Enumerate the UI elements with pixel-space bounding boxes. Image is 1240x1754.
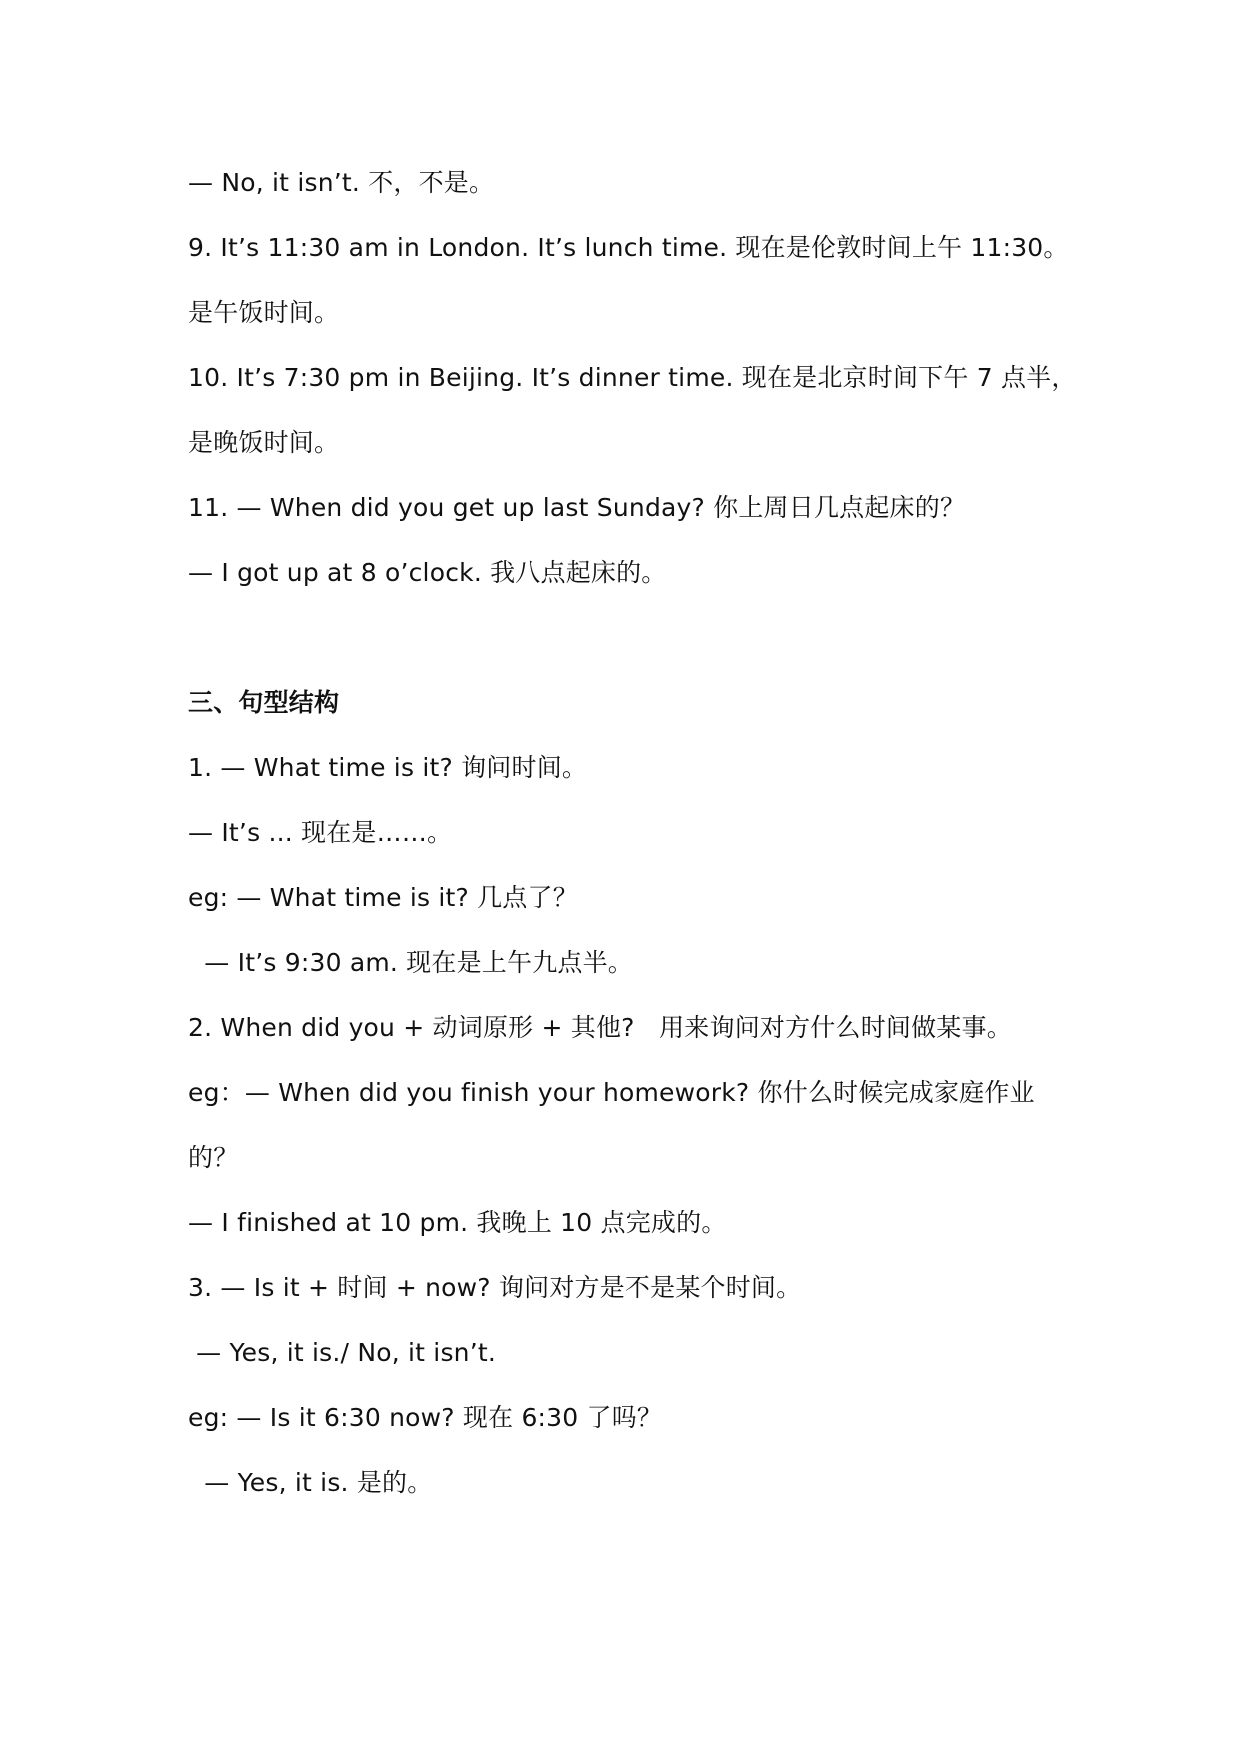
text-line: 1. — What time is it? 询问时间。 [188, 753, 588, 782]
text-line: 11. — When did you get up last Sunday? 你上周日几点起床的？ [188, 493, 966, 522]
text-line: 的？ [188, 1143, 239, 1172]
text-line: — I finished at 10 pm. 我晚上 10 点完成的。 [188, 1208, 727, 1237]
text-line: — No, it isn’t. 不，不是。 [188, 168, 495, 197]
text-line: — It’s 9:30 am. 现在是上午九点半。 [188, 948, 633, 977]
text-line: 10. It’s 7:30 pm in Beijing. It’s dinner time. 现在是北京时间下午 7 点半， [188, 363, 1077, 392]
text-line: eg: — Is it 6:30 now? 现在 6:30 了吗？ [188, 1403, 663, 1432]
text-line: eg: — What time is it? 几点了？ [188, 883, 578, 912]
text-line: 是午饭时间。 [188, 298, 340, 327]
text-line: 2. When did you + 动词原形 + 其他? 用来询问对方什么时间做某事。 [188, 1013, 1012, 1042]
text-line: — Yes, it is./ No, it isn’t. [188, 1338, 497, 1367]
text-line: 是晚饭时间。 [188, 428, 340, 457]
text-line: — It’s ... 现在是……。 [188, 818, 453, 847]
text-line: — Yes, it is. 是的。 [188, 1468, 433, 1497]
text-line: — I got up at 8 o’clock. 我八点起床的。 [188, 558, 667, 587]
text-line: eg：— When did you finish your homework? 你什么时候完成家庭作业 [188, 1078, 1035, 1107]
text-line: 3. — Is it + 时间 + now? 询问对方是不是某个时间。 [188, 1273, 802, 1302]
text-line: 9. It’s 11:30 am in London. It’s lunch time. 现在是伦敦时间上午 11:30。 [188, 233, 1069, 262]
section-heading: 三、句型结构 [188, 688, 340, 717]
